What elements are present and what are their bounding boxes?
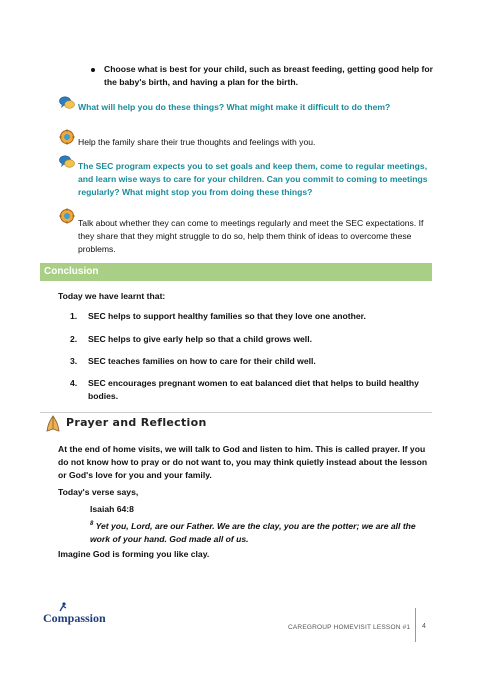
list-text: SEC helps to give early help so that a child grows well. bbox=[88, 334, 312, 344]
intro-bullet-text: Choose what is best for your child, such as breast feeding, getting good help for the baby's birth, and having a plan for the birth. bbox=[104, 64, 433, 87]
verse-number: 8 bbox=[90, 521, 94, 527]
compassion-logo: Compassion bbox=[43, 611, 106, 625]
list-number: 3. bbox=[70, 356, 78, 366]
list-text: SEC encourages pregnant women to eat balanced diet that helps to build healthy bodies. bbox=[88, 378, 419, 401]
prayer-heading: Prayer and Reflection bbox=[66, 416, 207, 429]
list-text: SEC teaches families on how to care for their child well. bbox=[88, 356, 316, 366]
speech-bubbles-icon bbox=[59, 154, 75, 170]
list-text: SEC helps to support healthy families so that they love one another. bbox=[88, 311, 366, 321]
closing-line: Imagine God is forming you like clay. bbox=[58, 549, 210, 559]
footer-divider bbox=[415, 608, 416, 642]
list-number: 4. bbox=[70, 378, 78, 388]
tip-2: Talk about whether they can come to meetings regularly and meet the SEC expectations. If they share that they might struggle to do so, help them think of ideas to overcome these problems. bbox=[78, 218, 424, 254]
bullet-dot bbox=[91, 68, 95, 72]
verse-intro: Today's verse says, bbox=[58, 487, 139, 497]
verse-reference: Isaiah 64:8 bbox=[90, 504, 134, 514]
tip-1: Help the family share their true thoughts and feelings with you. bbox=[78, 137, 316, 147]
question-2: The SEC program expects you to set goals and keep them, come to regular meetings, and learn wise ways to care for your children. Can you commit to coming to meetings regularly? What might stop you from doing these things? bbox=[78, 161, 428, 197]
praying-hands-icon bbox=[44, 415, 62, 433]
conclusion-intro: Today we have learnt that: bbox=[58, 291, 166, 301]
speech-bubbles-icon bbox=[59, 95, 75, 111]
gear-icon bbox=[59, 208, 75, 224]
list-number: 2. bbox=[70, 334, 78, 344]
list-number: 1. bbox=[70, 311, 78, 321]
verse-text bbox=[90, 518, 430, 546]
page-number: 4 bbox=[422, 623, 426, 630]
gear-icon bbox=[59, 129, 75, 145]
prayer-paragraph: At the end of home visits, we will talk to God and listen to him. This is called prayer. If you do not know how to pray or do not want to, you may think quietly instead about the lesson or God's love for you and your family. bbox=[58, 444, 428, 480]
footer-title: CAREGROUP HOMEVISIT LESSON #1 bbox=[288, 624, 411, 631]
verse-body: Yet you, Lord, are our Father. We are the clay, you are the potter; we are all the work of your hand. God made all of us. bbox=[90, 520, 416, 544]
question-1: What will help you do these things? What might make it difficult to do them? bbox=[78, 102, 391, 112]
conclusion-heading: Conclusion bbox=[40, 263, 432, 281]
